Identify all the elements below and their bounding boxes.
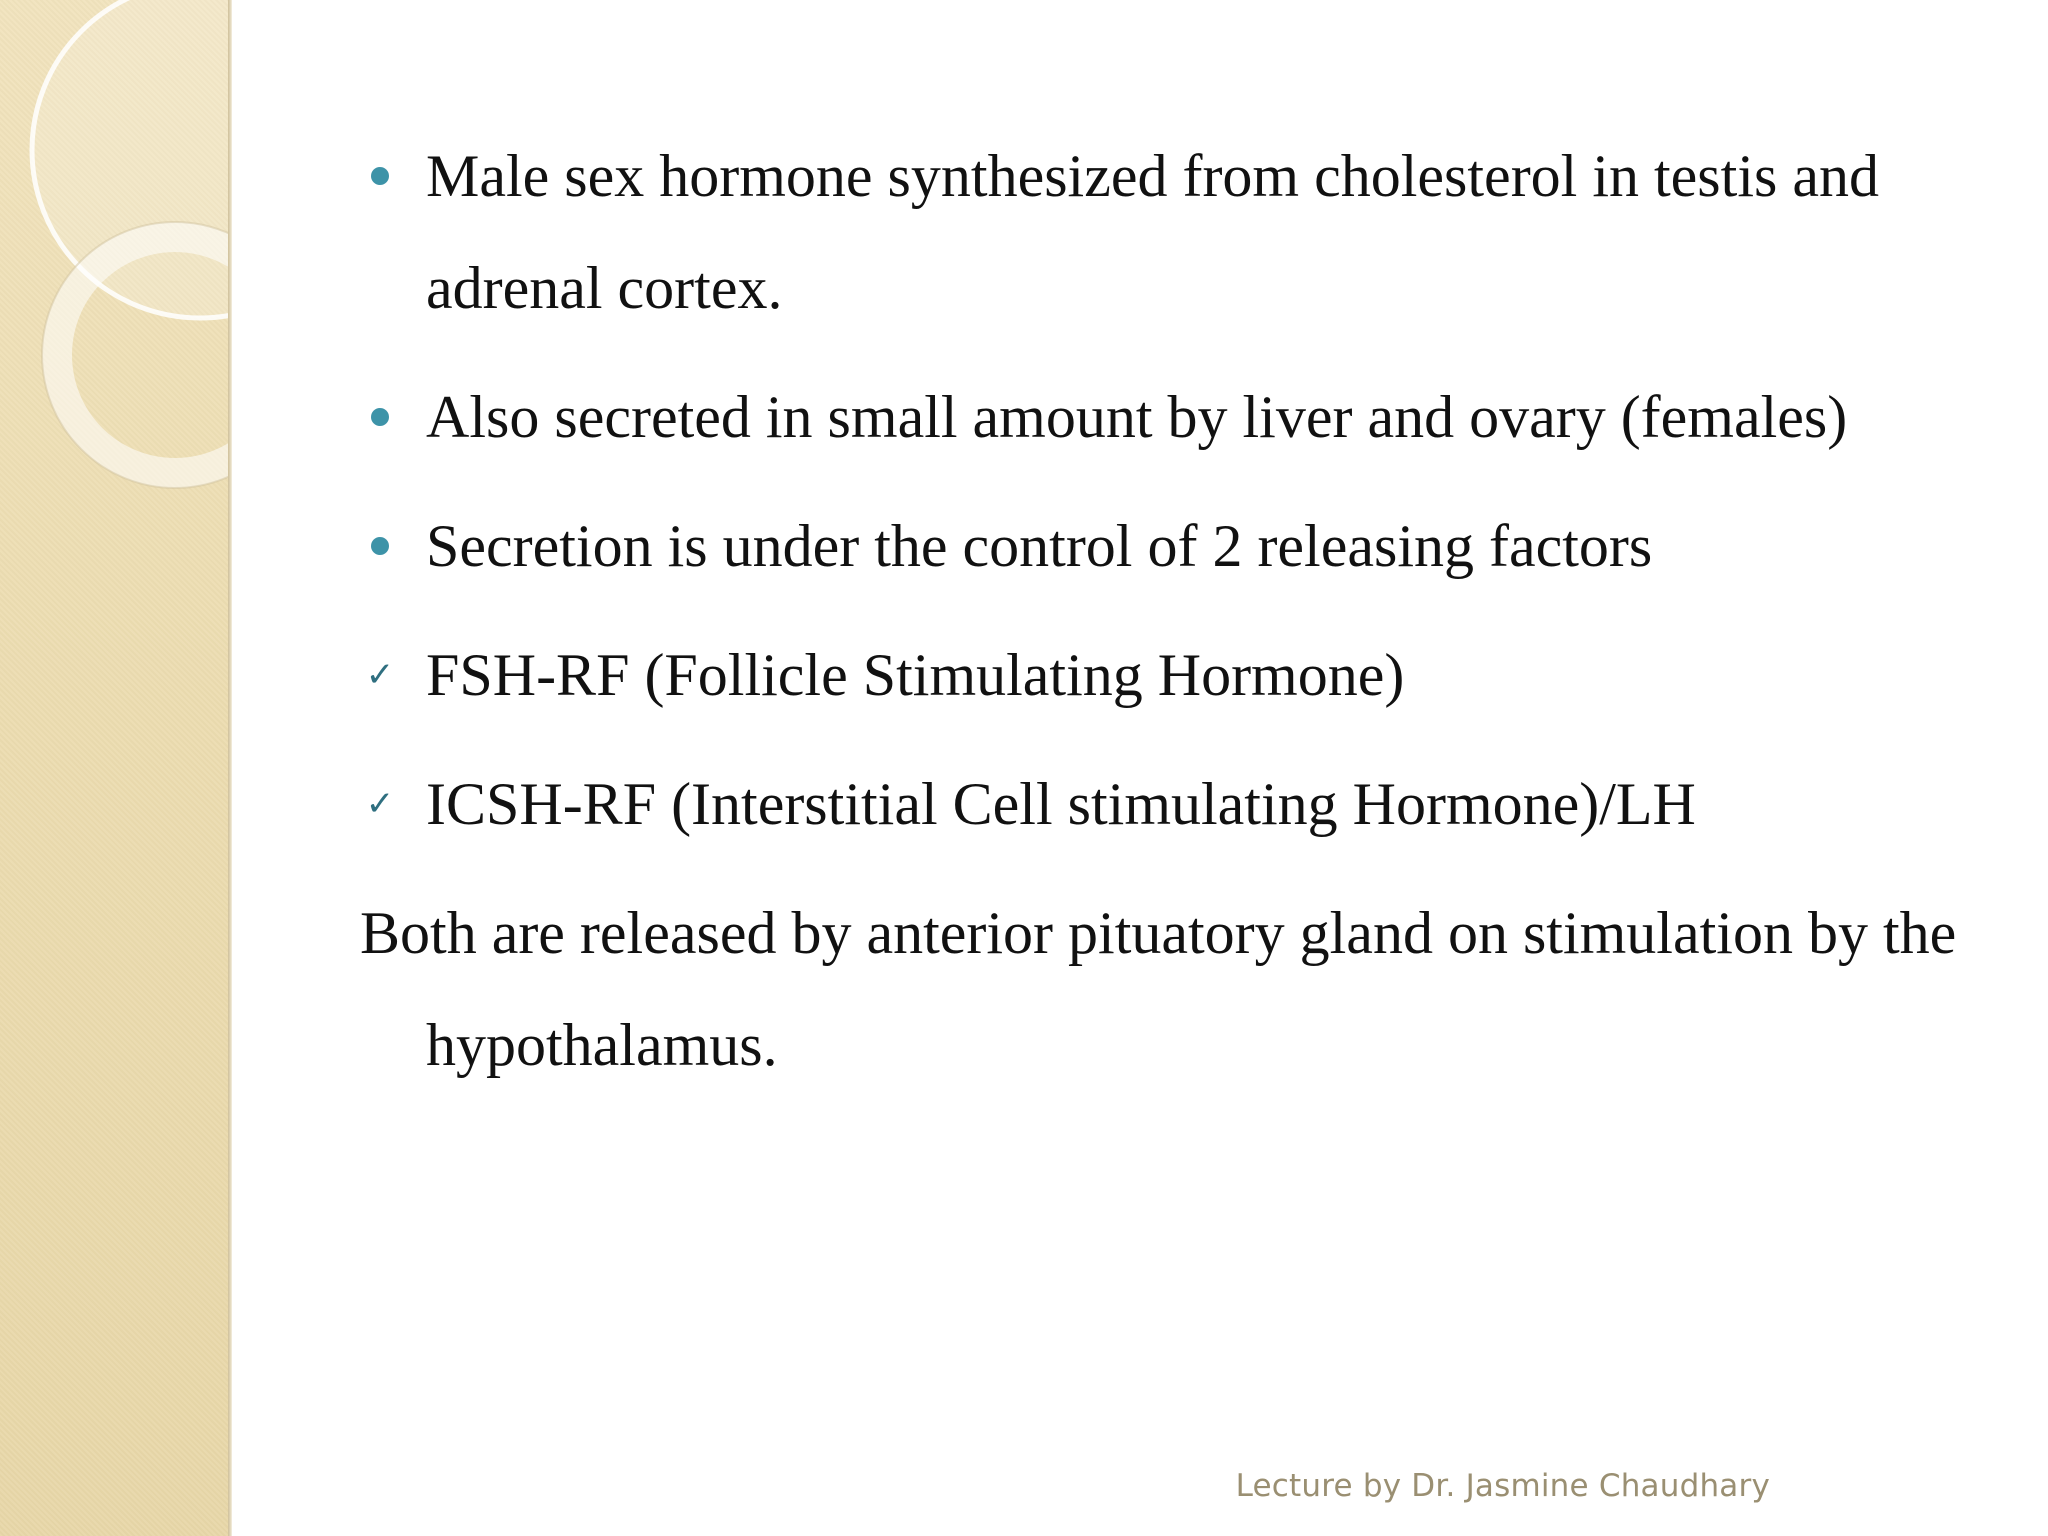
- dot-bullet-icon: [371, 408, 389, 426]
- summary-paragraph: Both are released by anterior pituatory gland on stimulation by the hypothalamus.: [360, 900, 1957, 1078]
- bullet-text: Also secreted in small amount by liver and ovary (females): [426, 384, 1848, 450]
- checklist-item: [360, 748, 1960, 860]
- checklist-text: ICSH-RF (Interstitial Cell stimulating Hormone)/LH: [426, 771, 1696, 837]
- bullet-text: Male sex hormone synthesized from cholesterol in testis and adrenal cortex.: [426, 143, 1879, 321]
- dot-bullet-icon: [371, 167, 389, 185]
- slide-content: [360, 120, 1960, 1101]
- lecture-footer: Lecture by Dr. Jasmine Chaudhary: [1235, 1468, 1770, 1504]
- checkmark-icon: ✓: [365, 655, 395, 695]
- bullet-text: Secretion is under the control of 2 releasing factors: [426, 513, 1653, 579]
- checklist-item: [360, 619, 1960, 731]
- bullet-item: [360, 120, 1960, 344]
- decorative-rings-icon: [0, 0, 228, 520]
- bullet-item: [360, 361, 1960, 473]
- bullet-item: [360, 490, 1960, 602]
- decorative-sidebar: [0, 0, 228, 1536]
- sidebar-divider: [228, 0, 232, 1536]
- checkmark-icon: ✓: [365, 784, 395, 824]
- dot-bullet-icon: [371, 537, 389, 555]
- checklist-text: FSH-RF (Follicle Stimulating Hormone): [426, 642, 1405, 708]
